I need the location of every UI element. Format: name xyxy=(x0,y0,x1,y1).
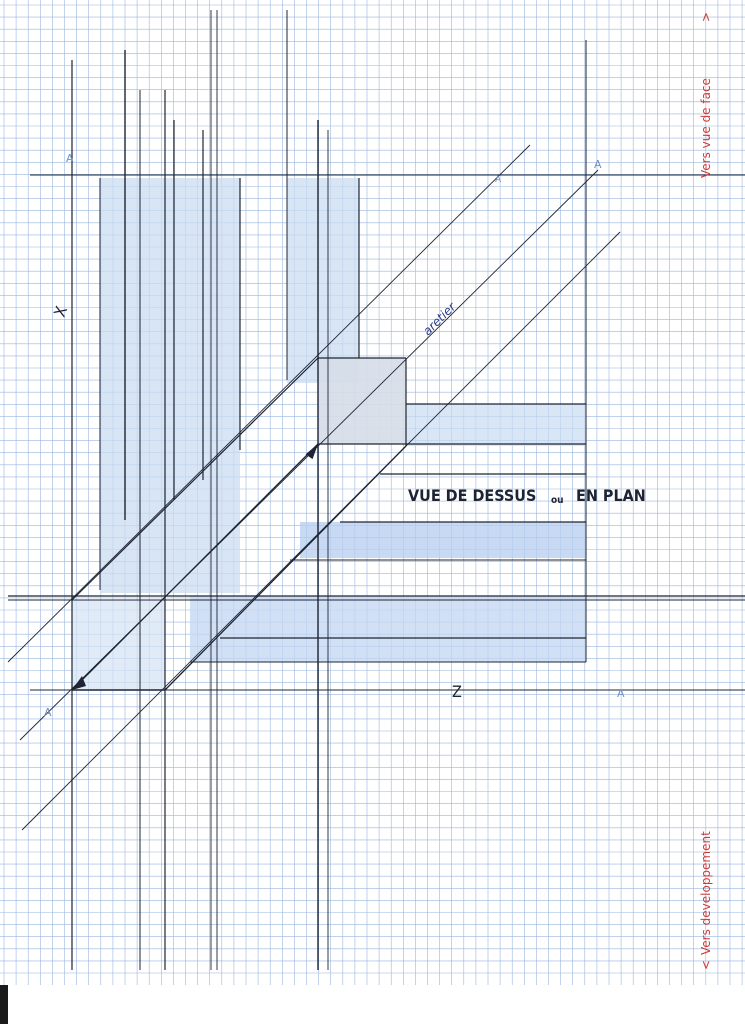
marker-a-bottom-left: A xyxy=(44,706,52,719)
axis-mark-horizontal: Z xyxy=(452,682,462,701)
side-note-bottom-arrow: < xyxy=(699,959,713,970)
side-note-top: Vers vue de face xyxy=(699,78,713,178)
side-note-bottom: Vers developpement xyxy=(699,831,713,955)
marker-a-top-left: A xyxy=(66,152,74,165)
title-end: EN PLAN xyxy=(576,486,646,505)
shading-vertical-left xyxy=(100,178,240,593)
title-small: ou xyxy=(551,495,564,506)
diagonal-note: aretier xyxy=(420,299,459,339)
marker-a-small: A xyxy=(495,175,502,185)
marker-a-bottom-right: A xyxy=(617,687,625,700)
shading-vertical-right xyxy=(287,178,359,383)
shading-corner xyxy=(318,358,406,444)
title-main: VUE DE DESSUS xyxy=(408,486,537,505)
axis-mark-vertical: X xyxy=(49,303,72,320)
shading-horizontal-mid xyxy=(300,522,586,558)
shading-horizontal-top xyxy=(406,404,586,446)
scan-edge xyxy=(0,985,8,1024)
shading-horizontal-bottom xyxy=(190,596,586,662)
side-note-top-arrow: > xyxy=(699,11,713,22)
marker-a-top-right: A xyxy=(594,158,602,171)
